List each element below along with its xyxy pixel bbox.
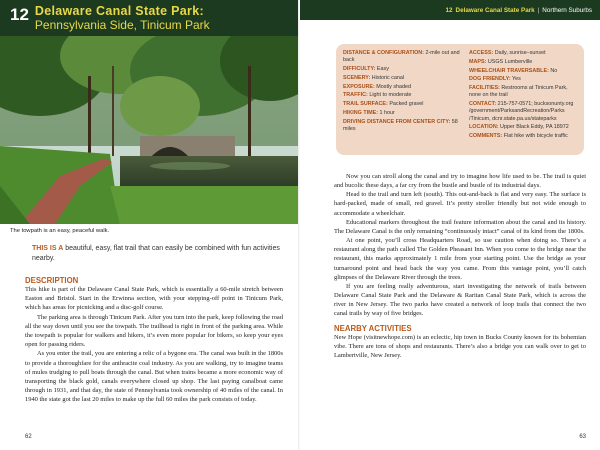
info-label: TRAFFIC: bbox=[343, 92, 368, 99]
info-value: Yes bbox=[510, 76, 521, 83]
info-label: HIKING TIME: bbox=[343, 109, 379, 116]
hike-subtitle: Pennsylvania Side, Tinicum Park bbox=[34, 18, 210, 32]
description-section bbox=[25, 276, 283, 405]
photo-caption: The towpath is an easy, peaceful walk. bbox=[10, 228, 110, 234]
hike-info-box bbox=[336, 44, 584, 155]
info-value: Historic canal bbox=[370, 74, 405, 81]
trail-narrative bbox=[334, 172, 586, 360]
info-value: Upper Black Eddy, PA 18972 bbox=[498, 124, 569, 131]
info-row bbox=[469, 85, 577, 99]
towpath-photo bbox=[0, 36, 300, 224]
info-row bbox=[469, 133, 577, 140]
info-value: No bbox=[548, 67, 558, 74]
description-paragraph: The parking area is through Tinicum Park. After you turn into the park, keep following the road all the way down until you see the towpath. The trailhead is right in front of the parking area. While the towpath is popular for walkers and hikers, it’s even more popular for bikers, so keep your eyes open for passing riders. bbox=[25, 313, 284, 349]
info-value: USGS Lumberville bbox=[486, 58, 533, 65]
info-row bbox=[343, 84, 463, 91]
running-header-region: Northern Suburbs bbox=[542, 6, 592, 14]
info-row bbox=[343, 119, 463, 133]
info-label: EXPOSURE: bbox=[343, 83, 375, 90]
info-row bbox=[469, 50, 577, 57]
info-value: 215-757-0571; bucksonunty.org /government/ParksandRecreation/Parks /Tinicum, dcnr.state.pa.us/stateparks bbox=[469, 101, 574, 122]
info-value: Packed gravel bbox=[387, 101, 424, 108]
right-page bbox=[300, 0, 600, 450]
info-value: 1 hour bbox=[378, 109, 395, 116]
info-value: Restrooms at Tinicum Park, none on the trail bbox=[469, 85, 568, 99]
info-value: 58 miles bbox=[343, 118, 458, 132]
info-value: Light to moderate bbox=[367, 92, 412, 99]
info-row bbox=[469, 76, 577, 83]
info-label: CONTACT: bbox=[469, 101, 497, 108]
info-row bbox=[343, 92, 463, 99]
pull-quote-text: beautiful, easy, flat trail that can easily be combined with fun activities nearby. bbox=[32, 245, 280, 262]
info-row bbox=[469, 59, 577, 66]
info-value: Daily, sunrise–sunset bbox=[493, 50, 546, 56]
info-row bbox=[343, 110, 463, 117]
info-row bbox=[343, 66, 463, 73]
info-label: LOCATION: bbox=[469, 124, 499, 131]
description-paragraph: This hike is part of the Delaware Canal State Park, which is essentially a 60-mile stretch between Easton and Bristol. Start in the Erwinna section, with your stepping-off point in Tinicum Park, which has areas for picnicking and a disc-golf course. bbox=[25, 286, 283, 312]
info-label: ACCESS: bbox=[469, 50, 494, 56]
info-row bbox=[343, 75, 463, 82]
info-label: SCENERY: bbox=[343, 74, 371, 81]
running-header: 12 Delaware Canal State Park | Northern Suburbs bbox=[300, 0, 600, 20]
narrative-paragraph: If you are feeling really adventurous, start investigating the network of trails between Delaware Canal State Park and the Delaware & Raritan Canal State Park, which is across the river in New Jersey. The two parks have created a network of loop trails that connect the two canal trails by way of five bridges. bbox=[334, 282, 586, 318]
info-row bbox=[469, 124, 577, 131]
info-row bbox=[343, 101, 463, 108]
info-value: Flat hike with bicycle traffic bbox=[502, 133, 568, 140]
info-label: TRAIL SURFACE: bbox=[343, 101, 388, 108]
chapter-header bbox=[0, 0, 300, 36]
narrative-paragraph: Educational markers throughout the trail feature information about the canal and its history. The Delaware Canal is the only remaining “continuously intact” canal of its kind from the 1800s. bbox=[334, 218, 586, 235]
pull-quote-lead: THIS IS A bbox=[32, 245, 64, 252]
info-label: DISTANCE & CONFIGURATION: bbox=[343, 50, 424, 56]
page-number-left: 62 bbox=[25, 434, 32, 440]
description-heading: DESCRIPTION bbox=[25, 276, 79, 285]
info-label: MAPS: bbox=[469, 58, 487, 65]
page-number-right: 63 bbox=[579, 434, 586, 440]
info-label: DIFFICULTY: bbox=[343, 66, 376, 72]
nearby-activities-heading: NEARBY ACTIVITIES bbox=[334, 323, 412, 333]
narrative-paragraph: Head to the trail and turn left (south). This out-and-back is flat and very easy. The surface is hard-packed, made of small, red gravel. It’s pretty stroller friendly but not wide enough to accommodate a wheelchair. bbox=[334, 191, 586, 217]
running-header-title: Delaware Canal State Park bbox=[455, 6, 535, 14]
info-label: DRIVING DISTANCE FROM CENTER CITY: bbox=[343, 118, 451, 125]
info-label: DOG FRIENDLY: bbox=[469, 76, 511, 83]
info-row bbox=[343, 50, 463, 64]
info-label: WHEELCHAIR TRAVERSABLE: bbox=[469, 67, 549, 74]
narrative-paragraph: Now you can stroll along the canal and try to imagine how life used to be. The trail is quiet and bucolic these days, a far cry from the bustle and bustle of its industrial days. bbox=[334, 173, 586, 190]
pull-quote bbox=[32, 244, 282, 264]
description-paragraph: As you enter the trail, you are entering a relic of a bygone era. The canal was built in the 1800s to provide a thoroughfare for the anthracite coal industry. As you are walking, try to imagine teams of mules trudging to pull boats through the canal. But when trains became a more economic way of transporting the black gold, canals everywhere closed up shop. The last paying canalboat came through in 1931, and that day, the state of Pennsylvania took ownership of 40 miles of the canal. In 1940 the state got the last 20 miles to make up the full 60 miles the park consists of today. bbox=[25, 350, 283, 404]
info-label: COMMENTS: bbox=[469, 133, 503, 140]
info-value: Easy bbox=[375, 66, 389, 72]
hike-number: 12 bbox=[10, 5, 29, 24]
nearby-activities-text: New Hope (visitnewhope.com) is an eclectic, hip town in Bucks County known for its bohemian vibe. There are tons of shops and restaurants. There’s also a bridge you can walk over to get to Lambertville, New Jersey. bbox=[334, 333, 586, 359]
info-label: FACILITIES: bbox=[469, 85, 500, 92]
hike-title: Delaware Canal State Park: bbox=[34, 4, 204, 18]
info-row bbox=[469, 68, 577, 75]
info-value: 2-mile out and back bbox=[343, 50, 460, 64]
info-value: Mostly shaded bbox=[374, 83, 412, 90]
info-row bbox=[469, 101, 577, 123]
narrative-paragraph: At one point, you’ll cross Headquarters Road, so use caution when doing so. There’s a restaurant along the path called The Golden Pheasant Inn. When you come to the bridge near the restaurant, this marks approximately 1 mile from your starting point. Use the bridge as your turnaround point and head back the way you came. From this vantage point, you’ll catch glimpses of the Delaware River through the trees. bbox=[334, 237, 586, 281]
running-header-number: 12 bbox=[445, 6, 453, 14]
